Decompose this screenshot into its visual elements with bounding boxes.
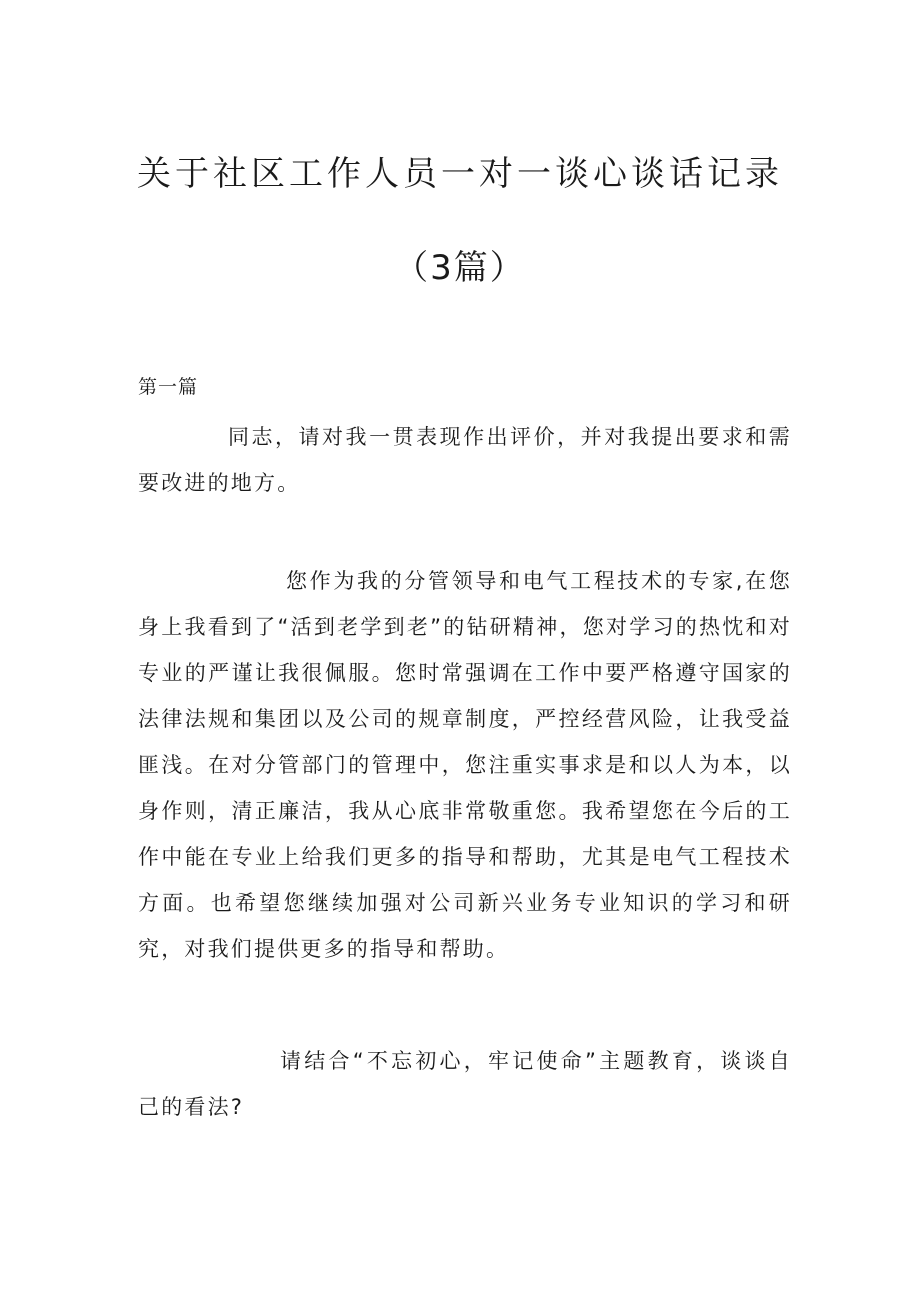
paragraph-question-1: 同志，请对我一贯表现作出评价，并对我提出要求和需要改进的地方。 (138, 425, 792, 495)
document-title: 关于社区工作人员一对一谈心谈话记录 (137, 154, 783, 194)
section-label: 第一篇 (138, 376, 199, 398)
document-subtitle: （3篇） (394, 248, 526, 288)
paragraph-question-2: 请结合“不忘初心，牢记使命”主题教育，谈谈自己的看法? (138, 1049, 792, 1119)
paragraph-answer-1: 您作为我的分管领导和电气工程技术的专家,在您身上我看到了“活到老学到老”的钻研精神，您对学习的热忱和对专业的严谨让我很佩服。您时常强调在工作中要严格遵守国家的法律法规和集团以及公司的规章制度，严控经营风险，让我受益匪浅。在对分管部门的管理中，您注重实事求是和以人为本，以身作则，清正廉洁，我从心底非常敬重您。我希望您在今后的工作中能在专业上给我们更多的指导和帮助，尤其是电气工程技术方面。也希望您继续加强对公司新兴业务专业知识的学习和研究，对我们提供更多的指导和帮助。 (138, 569, 792, 961)
